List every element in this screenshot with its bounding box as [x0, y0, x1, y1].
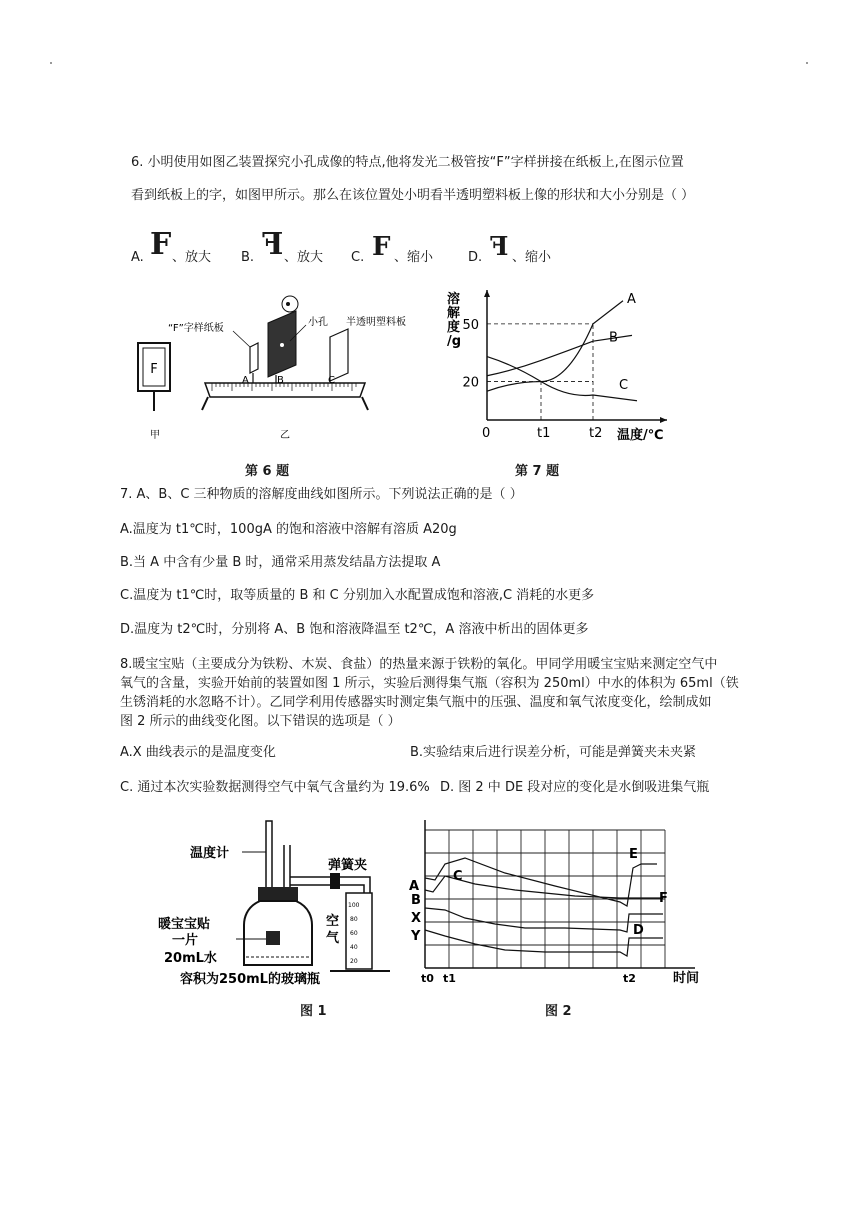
label-yi: 乙	[280, 430, 290, 441]
q8-fig1-apparatus	[158, 815, 410, 990]
spring-clamp	[330, 873, 340, 889]
tick-t2: t2	[623, 972, 636, 985]
bench-leg-left	[202, 397, 208, 410]
label-jia: 甲	[150, 430, 160, 441]
q8-option-d: D. 图 2 中 DE 段对应的变化是水倒吸进集气瓶	[440, 780, 710, 795]
label-clamp: 弹簧夹	[328, 858, 368, 873]
label-air-2: 气	[326, 931, 340, 946]
series-c-label: C	[619, 378, 629, 393]
cyl-tick: 40	[350, 944, 358, 951]
x-curve	[425, 908, 663, 932]
q6-option-d-text: 、缩小	[512, 250, 552, 265]
label-pad-1: 暖宝宝贴	[158, 917, 211, 932]
label-c: C	[328, 375, 335, 386]
cyl-tick: 60	[350, 930, 358, 937]
curve-label-b: B	[411, 893, 421, 908]
scan-dot	[806, 62, 808, 64]
q6-option-c-letter: C.	[351, 250, 365, 265]
q6-option-d-figure: F	[490, 232, 509, 262]
x-tick-label: t1	[537, 426, 551, 441]
y-tick-label: 50	[462, 317, 479, 333]
q6-option-c-text: 、缩小	[394, 250, 434, 265]
q6-option-d-letter: D.	[468, 250, 483, 265]
rubber-stopper	[258, 887, 298, 901]
q8-fig2-sensor-chart	[405, 818, 715, 986]
bench-leg-right	[362, 397, 368, 410]
q7-option-a: A.温度为 t1℃时，100gA 的饱和溶液中溶解有溶质 A20g	[120, 522, 457, 537]
tick-t1: t1	[443, 972, 456, 985]
optical-bench	[205, 383, 365, 397]
q7-stem: 7. A、B、C 三种物质的溶解度曲线如图所示。下列说法正确的是（ ）	[120, 487, 523, 502]
curve-label-f: F	[659, 891, 668, 906]
y-axis-label-part: 溶	[447, 292, 461, 307]
y-axis-label-part: 度	[447, 320, 461, 335]
q8-option-c: C. 通过本次实验数据测得空气中氧气含量约为 19.6%	[120, 780, 430, 795]
translucent-screen	[330, 329, 348, 381]
q8-stem-line3: 生锈消耗的水忽略不计）。乙同学利用传感器实时测定集气瓶中的压强、温度和氧气浓度变化，绘制成如	[120, 695, 712, 710]
q6-option-b-figure: F	[262, 227, 284, 262]
q7-option-d: D.温度为 t2℃时，分别将 A、B 饱和溶液降温至 t2℃，A 溶液中析出的固体更多	[120, 622, 589, 637]
label-air-1: 空	[326, 914, 340, 929]
curve-label-y: Y	[411, 929, 421, 944]
y-axis-label-part: /g	[447, 334, 462, 349]
q7-option-c: C.温度为 t1℃时，取等质量的 B 和 C 分别加入水配置成饱和溶液,C 消耗的水更多	[120, 588, 595, 603]
y-axis-arrow	[484, 290, 490, 297]
y-axis-label-part: 解	[447, 306, 461, 321]
label-b: B	[277, 375, 284, 386]
q6-option-b-letter: B.	[241, 250, 255, 265]
eye-pupil	[286, 302, 290, 306]
f-board	[250, 343, 258, 373]
jia-board-char: F	[150, 362, 158, 377]
x-axis-arrow	[660, 417, 667, 423]
cyl-tick: 80	[350, 916, 358, 923]
glass-tube-vertical	[284, 845, 290, 887]
x-tick-label: t2	[589, 426, 603, 441]
q6-stem-line1: 6. 小明使用如图乙装置探究小孔成像的特点,他将发光二极管按“F”字样拼接在纸板上,在图示位置	[131, 155, 684, 170]
label-thermometer: 温度计	[190, 846, 230, 861]
q8-option-a: A.X 曲线表示的是温度变化	[120, 745, 276, 760]
q6-apparatus-figure	[130, 285, 406, 445]
x-tick-label: 0	[482, 426, 491, 441]
pinhole	[280, 343, 284, 347]
q8-option-b: B.实验结束后进行误差分析，可能是弹簧夹未夹紧	[410, 745, 697, 760]
label-pad-2: 一片	[172, 933, 199, 948]
q6-option-c-figure: F	[372, 232, 391, 262]
label-a: A	[242, 375, 249, 386]
q6-option-a-figure: F	[150, 227, 172, 262]
q8-fig1-caption: 图 1	[300, 1004, 327, 1019]
label-bottle: 容积为250mL的玻璃瓶	[180, 972, 320, 987]
curve-label-d: D	[633, 923, 644, 938]
q8-stem-line1: 8.暖宝宝贴（主要成分为铁粉、木炭、食盐）的热量来源于铁粉的氧化。甲同学用暖宝宝贴来测定空气中	[120, 657, 718, 672]
q6-option-b-text: 、放大	[284, 250, 324, 265]
time-axis-label: 时间	[673, 971, 700, 986]
y-curve	[425, 930, 663, 956]
series-b-label: B	[609, 330, 618, 346]
label-hole: 小孔	[308, 317, 328, 328]
q8-fig2-caption: 图 2	[545, 1004, 572, 1019]
label-f-board: “F”字样纸板	[168, 323, 224, 334]
tick-t0: t0	[421, 972, 434, 985]
f-board-leader	[233, 331, 250, 347]
q6-stem-line2: 看到纸板上的字，如图甲所示。那么在该位置处小明看半透明塑料板上像的形状和大小分别是（ ）	[131, 188, 695, 203]
q7-caption: 第 7 题	[515, 464, 560, 479]
q8-stem-line4: 图 2 所示的曲线变化图。以下错误的选项是（ ）	[120, 714, 401, 729]
q6-option-a-letter: A.	[131, 250, 144, 265]
label-screen: 半透明塑料板	[346, 317, 406, 328]
curve-label-c: C	[453, 869, 463, 884]
x-axis-label: 温度/℃	[617, 428, 664, 443]
q6-option-a-text: 、放大	[172, 250, 212, 265]
curve-label-e: E	[629, 847, 638, 862]
series-a-label: A	[627, 292, 636, 307]
q7-option-b: B.当 A 中含有少量 B 时，通常采用蒸发结晶方法提取 A	[120, 555, 441, 570]
series-c-curve	[487, 357, 637, 401]
scan-dot	[50, 62, 52, 64]
curve-label-a: A	[409, 879, 420, 894]
series-a-curve	[487, 301, 623, 391]
cyl-tick: 20	[350, 958, 358, 965]
cyl-tick: 100	[348, 902, 360, 909]
warmer-pad	[266, 931, 280, 945]
q8-stem-line2: 氧气的含量，实验开始前的装置如图 1 所示，实验后测得集气瓶（容积为 250ml）中水的体积为 65ml（铁	[120, 676, 739, 691]
label-water: 20mL水	[164, 951, 217, 966]
q6-caption: 第 6 题	[245, 464, 290, 479]
y-tick-label: 20	[462, 375, 479, 391]
curve-label-x: X	[411, 911, 422, 926]
q7-solubility-chart	[435, 285, 685, 445]
